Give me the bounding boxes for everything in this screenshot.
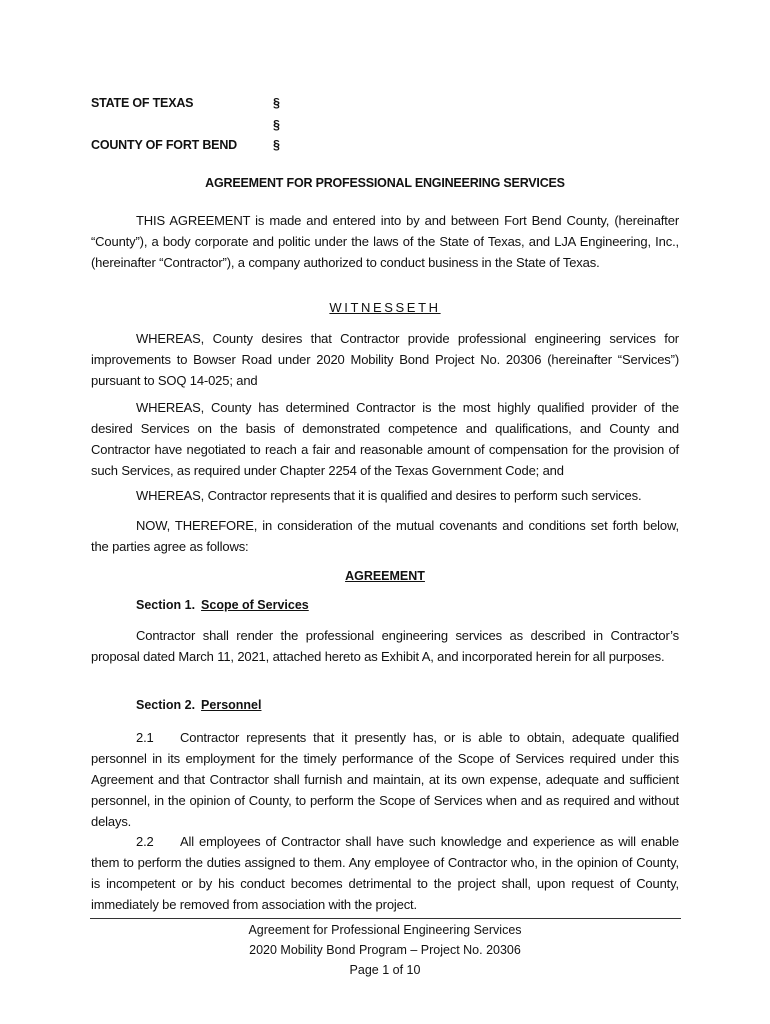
- footer-line-1: Agreement for Professional Engineering Services: [248, 923, 522, 937]
- intro-paragraph: THIS AGREEMENT is made and entered into by and between Fort Bend County, (hereinafter “County”), a body corporate and politic under the laws of the State of Texas, and LJA Engineering, Inc., (hereinafter “Contractor”), a company authorized to conduct business in the State of Texas.: [91, 213, 679, 270]
- now-therefore-paragraph: NOW, THEREFORE, in consideration of the mutual covenants and conditions set forth below, the parties agree as follows:: [91, 518, 679, 554]
- section-1-title: Scope of Services: [201, 598, 309, 612]
- witnesseth-heading: [0, 300, 770, 315]
- section-1-heading: [136, 598, 309, 612]
- county-label: COUNTY OF FORT BEND: [91, 138, 237, 152]
- footer-line-2: 2020 Mobility Bond Program – Project No. 20306: [249, 943, 521, 957]
- whereas-paragraph-1: WHEREAS, County desires that Contractor provide professional engineering services for improvements to Bowser Road under 2020 Mobility Bond Project No. 20306 (hereinafter “Services”) pursuant to SOQ 14-025; and: [91, 331, 679, 388]
- section-symbol-2: §: [273, 118, 280, 132]
- agreement-heading: [0, 568, 770, 583]
- paragraph-2-2: [91, 831, 679, 915]
- section-2-heading: [136, 698, 261, 712]
- section-1-text: Contractor shall render the professional engineering services as described in Contractor’s proposal dated March 11, 2021, attached hereto as Exhibit A, and incorporated herein for all purposes.: [91, 628, 679, 664]
- footer-divider: [90, 918, 681, 919]
- section-2-title: Personnel: [201, 698, 262, 712]
- section-2-number: Section 2.: [136, 698, 196, 712]
- document-title: AGREEMENT FOR PROFESSIONAL ENGINEERING SERVICES: [205, 176, 565, 190]
- whereas-paragraph-2: WHEREAS, County has determined Contractor is the most highly qualified provider of the desired Services on the basis of demonstrated competence and qualifications, and County and Contractor have negotiated to reach a fair and reasonable amount of compensation for the provision of such Services, as required under Chapter 2254 of the Texas Government Code; and: [91, 400, 679, 478]
- paragraph-2-2-text: All employees of Contractor shall have such knowledge and experience as will enable them to perform the duties assigned to them. Any employee of Contractor who, in the opinion of County, is incompetent or by his conduct becomes detrimental to the project shall, upon request of County, immediately be removed from association with the project.: [91, 834, 679, 912]
- paragraph-2-1-number: 2.1: [136, 730, 154, 745]
- footer-page-number: Page 1 of 10: [349, 963, 421, 977]
- section-symbol-3: §: [273, 138, 280, 152]
- state-label: STATE OF TEXAS: [91, 96, 194, 110]
- paragraph-2-2-number: 2.2: [136, 834, 154, 849]
- section-symbol-1: §: [273, 96, 280, 110]
- whereas-paragraph-3: WHEREAS, Contractor represents that it is qualified and desires to perform such services.: [136, 488, 642, 503]
- agreement-heading-text: AGREEMENT: [345, 569, 425, 583]
- paragraph-2-1-text: Contractor represents that it presently has, or is able to obtain, adequate qualified personnel in its employment for the timely performance of the Scope of Services required under this Agreement and that Contractor shall furnish and maintain, at its own expense, adequate and sufficient personnel, in the opinion of County, to perform the Scope of Services when and as required and without delays.: [91, 730, 679, 829]
- witnesseth-text: WITNESSETH: [329, 300, 441, 315]
- paragraph-2-1: [91, 727, 679, 832]
- section-1-number: Section 1.: [136, 598, 196, 612]
